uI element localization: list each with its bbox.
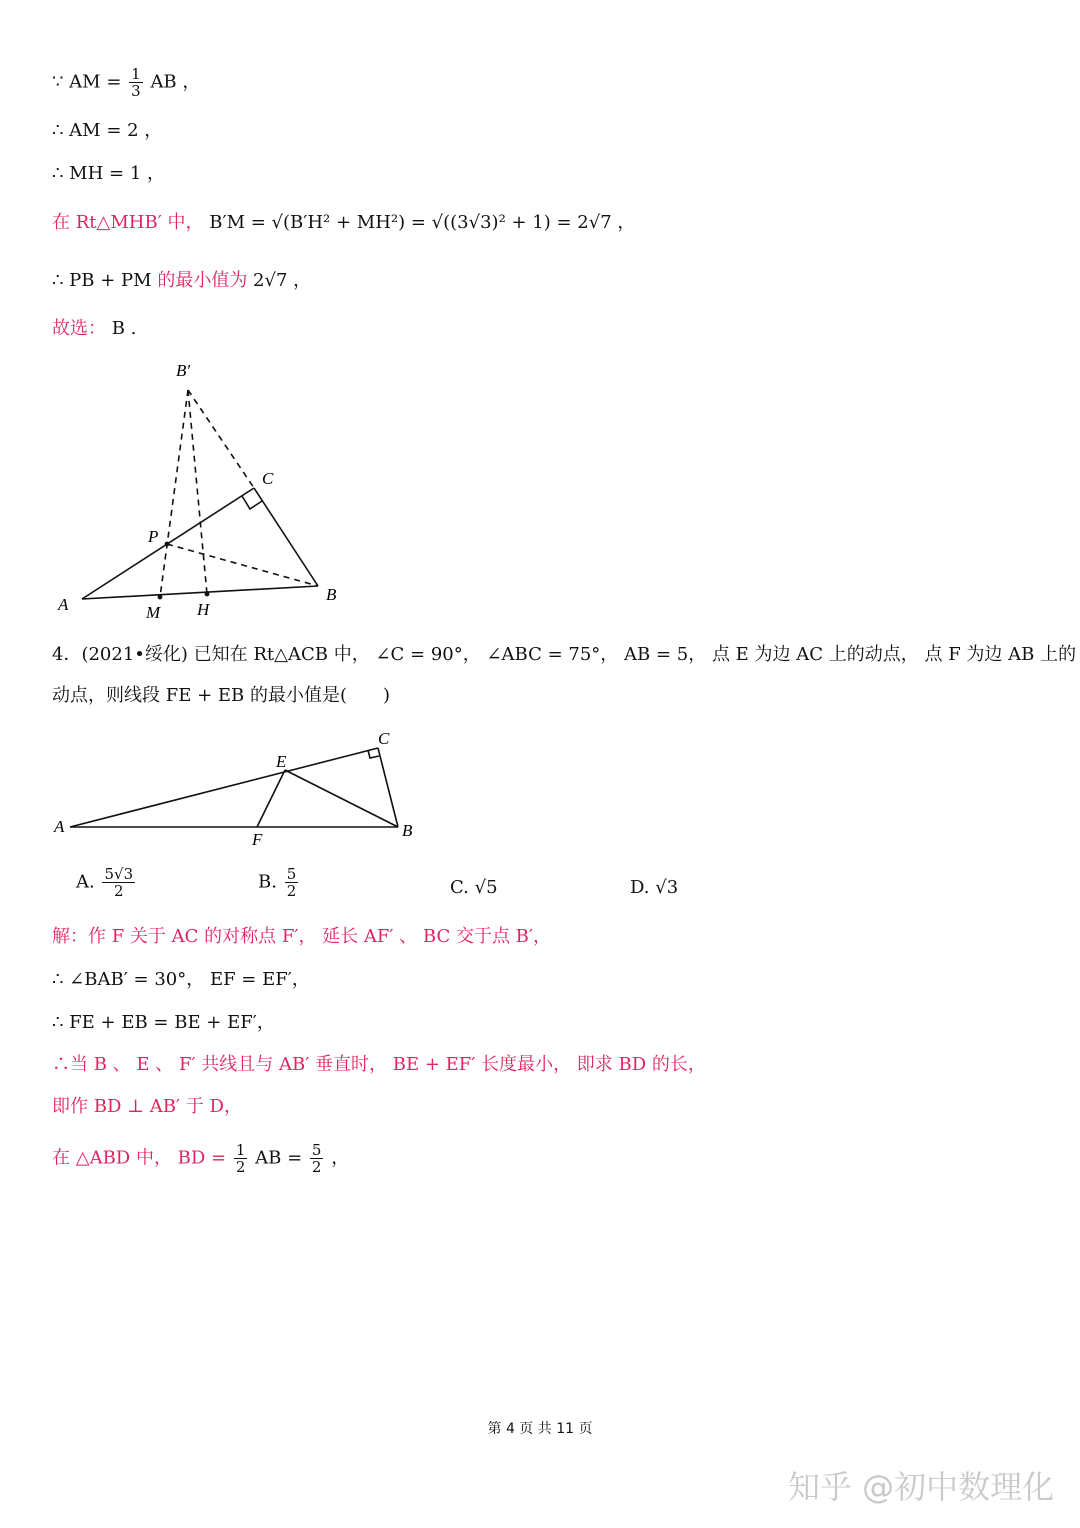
geometry-figure-1 [40,350,360,630]
numerator: 5 [286,865,297,883]
numerator: 1 [131,65,141,83]
solution-line-2: ∴ ∠BAB′ = 30°， EF = EF′， [52,969,310,990]
line-pythagoras [52,212,635,234]
label-b: B [402,821,413,840]
label-e: E [276,752,287,771]
option-label: C. [450,877,469,898]
denominator: 2 [114,882,124,900]
question-4-line-2: 动点，则线段 FE + EB 的最小值是( ) [52,685,391,706]
numerator: 5 [311,1141,322,1159]
option-value: √5 [474,877,498,898]
question-number: 4． [52,644,82,665]
label-a: A [58,595,69,614]
text: AB ， [150,71,201,93]
label-f: F [252,830,263,849]
label-m: M [146,603,161,622]
answer: B . [111,318,137,339]
option-a[interactable] [76,866,137,899]
expression: B′M = √(B′H² + MH²) = √((3√3)² + 1) = 2√7 ， [209,212,636,233]
expression: ∴ PB + PM [52,270,152,291]
denominator: 2 [311,1158,322,1176]
option-value: √3 [655,877,679,898]
label-h: H [197,600,210,619]
option-c[interactable] [450,877,498,899]
question-text: 已知在 Rt△ACB 中， ∠C = 90°， ∠ABC = 75°， AB = 5， 点 E 为边 AC 上的动点， 点 F 为边 AB 上的 [187,644,1077,665]
option-label: B. [258,871,277,893]
line-am-equals-2: ∴ AM = 2 ， [52,120,163,141]
question-4-line-1 [52,644,1076,666]
fraction [234,1142,248,1175]
line-am-third-ab [52,66,200,99]
geometry-figure-2 [40,722,440,852]
red-text: 在 △ABD 中， BD = [52,1147,227,1169]
text: ， [331,1147,350,1169]
denominator: 3 [131,82,141,100]
red-text: 故选： [52,318,106,339]
label-a: A [54,817,65,836]
page-footer: 第 4 页 共 11 页 [487,1421,593,1437]
solution-line-6 [52,1142,349,1175]
text: AB = [255,1147,303,1169]
denominator: 2 [286,882,297,900]
line-minimum-value [52,270,311,292]
solution-line-1: 解：作 F 关于 AC 的对称点 F′， 延长 AF′ 、 BC 交于点 B′， [52,926,551,947]
option-label: D. [630,877,650,898]
fraction [102,866,135,899]
option-d[interactable] [630,877,678,899]
fraction [285,866,299,899]
denominator: 2 [235,1158,246,1176]
fraction [310,1142,324,1175]
fraction [129,66,143,99]
numerator: 1 [235,1141,246,1159]
solution-line-5: 即作 BD ⊥ AB′ 于 D， [52,1096,242,1117]
label-b-prime: B′ [176,361,191,380]
option-b[interactable] [258,866,300,899]
line-mh-equals-1: ∴ MH = 1 ， [52,163,166,184]
label-b: B [326,585,337,604]
label-p: P [148,527,159,546]
watermark: 知乎 @初中数理化 [788,1468,1055,1506]
question-source: (2021•绥化) [81,644,188,665]
line-answer [52,318,136,340]
text: ∵ AM = [52,71,122,93]
solution-line-4: ∴当 B 、 E 、 F′ 共线且与 AB′ 垂直时， BE + EF′ 长度最小， 即求 BD 的长， [52,1054,706,1075]
expression: 2√7 ， [253,270,312,291]
red-text: 的最小值为 [151,270,254,291]
option-label: A. [76,871,95,893]
label-c: C [378,729,390,748]
red-text: 在 Rt△MHB′ 中， [52,212,204,233]
label-c: C [262,469,274,488]
numerator: 5√3 [104,865,134,883]
solution-line-3: ∴ FE + EB = BE + EF′， [52,1012,275,1033]
